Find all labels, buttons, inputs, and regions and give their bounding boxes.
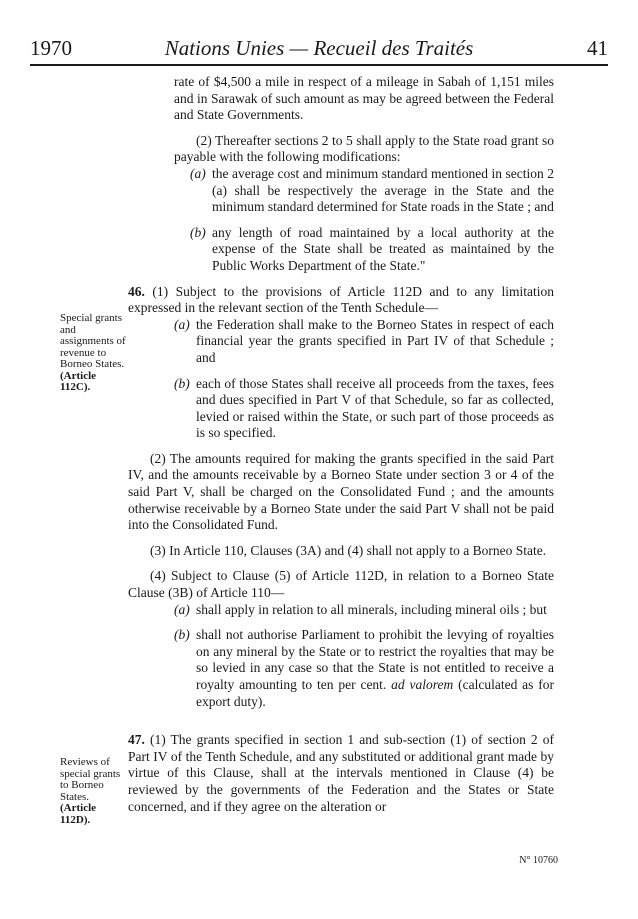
clause-46-1b (174, 376, 554, 442)
clause-label: (b) (190, 224, 206, 240)
clause-text: shall apply in relation to all minerals, including mineral oils ; but (196, 601, 547, 617)
section-46-paragraph-1 (128, 284, 554, 317)
clause-46-1a (174, 317, 554, 367)
clause-text-latin: ad valorem (391, 677, 454, 692)
clause-46-4b (174, 627, 554, 710)
header-title: Nations Unies — Recueil des Traités (164, 36, 474, 60)
clause-text: each of those States shall receive all proceeds from the taxes, fees and dues specified in Part V of that Schedule, so far as collected, levied or raised within the State, or such part of those proceeds as is so specified. (196, 375, 554, 441)
clause-label: (a) (174, 601, 190, 617)
clause-text: the average cost and minimum standard mentioned in section 2 (a) shall be respectively the average in the State and the minimum standard determined for State roads in the State ; and (212, 165, 554, 215)
clause-label: (a) (190, 165, 206, 181)
margin-note-section-46 (60, 313, 126, 394)
section-text: (1) The grants specified in section 1 and sub-section (1) of section 2 of Part IV of the Tenth Schedule, and any substituted or additional grant made by virtue of this Clause, shall at the intervals mentioned in Clause (4) be reviewed by the governments of the Federation and the States or State concerned, and if they agree on the alteration or (128, 732, 554, 814)
clause-text (196, 627, 554, 710)
section-number: 46. (128, 283, 145, 299)
paragraph-2: (2) Thereafter sections 2 to 5 shall apply to the State road grant so payable with the following modifications: (174, 132, 554, 165)
section-number: 47. (128, 732, 145, 748)
clause-text-end: (calculated as for export duty). (196, 677, 555, 709)
clause-text-main: shall not authorise Parliament to prohibit the levying of royalties on any mineral by the State or to restrict the royalties that may be so levied in any case so that the State is not entitled to receive a royalty amounting to ten per cent. (196, 627, 554, 692)
section-text: (1) Subject to the provisions of Article 112D and to any limitation expressed in the relevant section of the Tenth Schedule— (128, 283, 554, 316)
clause-label: (a) (174, 316, 190, 332)
document-body (128, 74, 554, 815)
clause-text: the Federation shall make to the Borneo States in respect of each financial year the grants specified in Part IV of that Schedule ; and (196, 316, 554, 365)
section-46-paragraph-4: (4) Subject to Clause (5) of Article 112D, in relation to a Borneo State Clause (3B) of Article 110— (128, 568, 554, 601)
clause-2b (190, 225, 554, 275)
margin-note-47-article: (Article 112D). (60, 802, 97, 826)
margin-note-47-text: Reviews of special grants to Borneo States. (60, 756, 121, 803)
clause-label: (b) (174, 375, 190, 391)
margin-note-46-article: (Article 112C). (60, 369, 97, 393)
page-number: 41 (587, 36, 608, 60)
page-header (30, 36, 608, 62)
clause-2a (190, 166, 554, 216)
section-46-paragraph-2: (2) The amounts required for making the grants specified in the said Part IV, and the amounts receivable by a Borneo State under section 3 or 4 of the said Part V, shall be charged on the Consolidated Fund ; and the amounts otherwise receivable by a Borneo State under the said Part V shall not be paid into the Consolidated Fund. (128, 450, 554, 533)
header-year: 1970 (30, 36, 72, 60)
continued-paragraph: rate of $4,500 a mile in respect of a mileage in Sabah of 1,151 miles and in Sarawak of such amount as may be agreed between the Federal and State Governments. (174, 74, 554, 123)
section-46-paragraph-3: (3) In Article 110, Clauses (3A) and (4) shall not apply to a Borneo State. (150, 542, 547, 558)
clause-text: any length of road maintained by a local authority at the expense of the State shall be treated as maintained by the Public Works Department of the State." (212, 224, 554, 273)
margin-note-section-47 (60, 757, 126, 826)
section-47-paragraph-1 (128, 732, 554, 815)
clause-46-4a (174, 602, 554, 619)
clause-label: (b) (174, 627, 190, 643)
treaty-number: N° 10760 (519, 855, 558, 866)
header-rule (30, 64, 608, 66)
margin-note-46-text: Special grants and assignments of revenue to Borneo States. (60, 312, 126, 370)
